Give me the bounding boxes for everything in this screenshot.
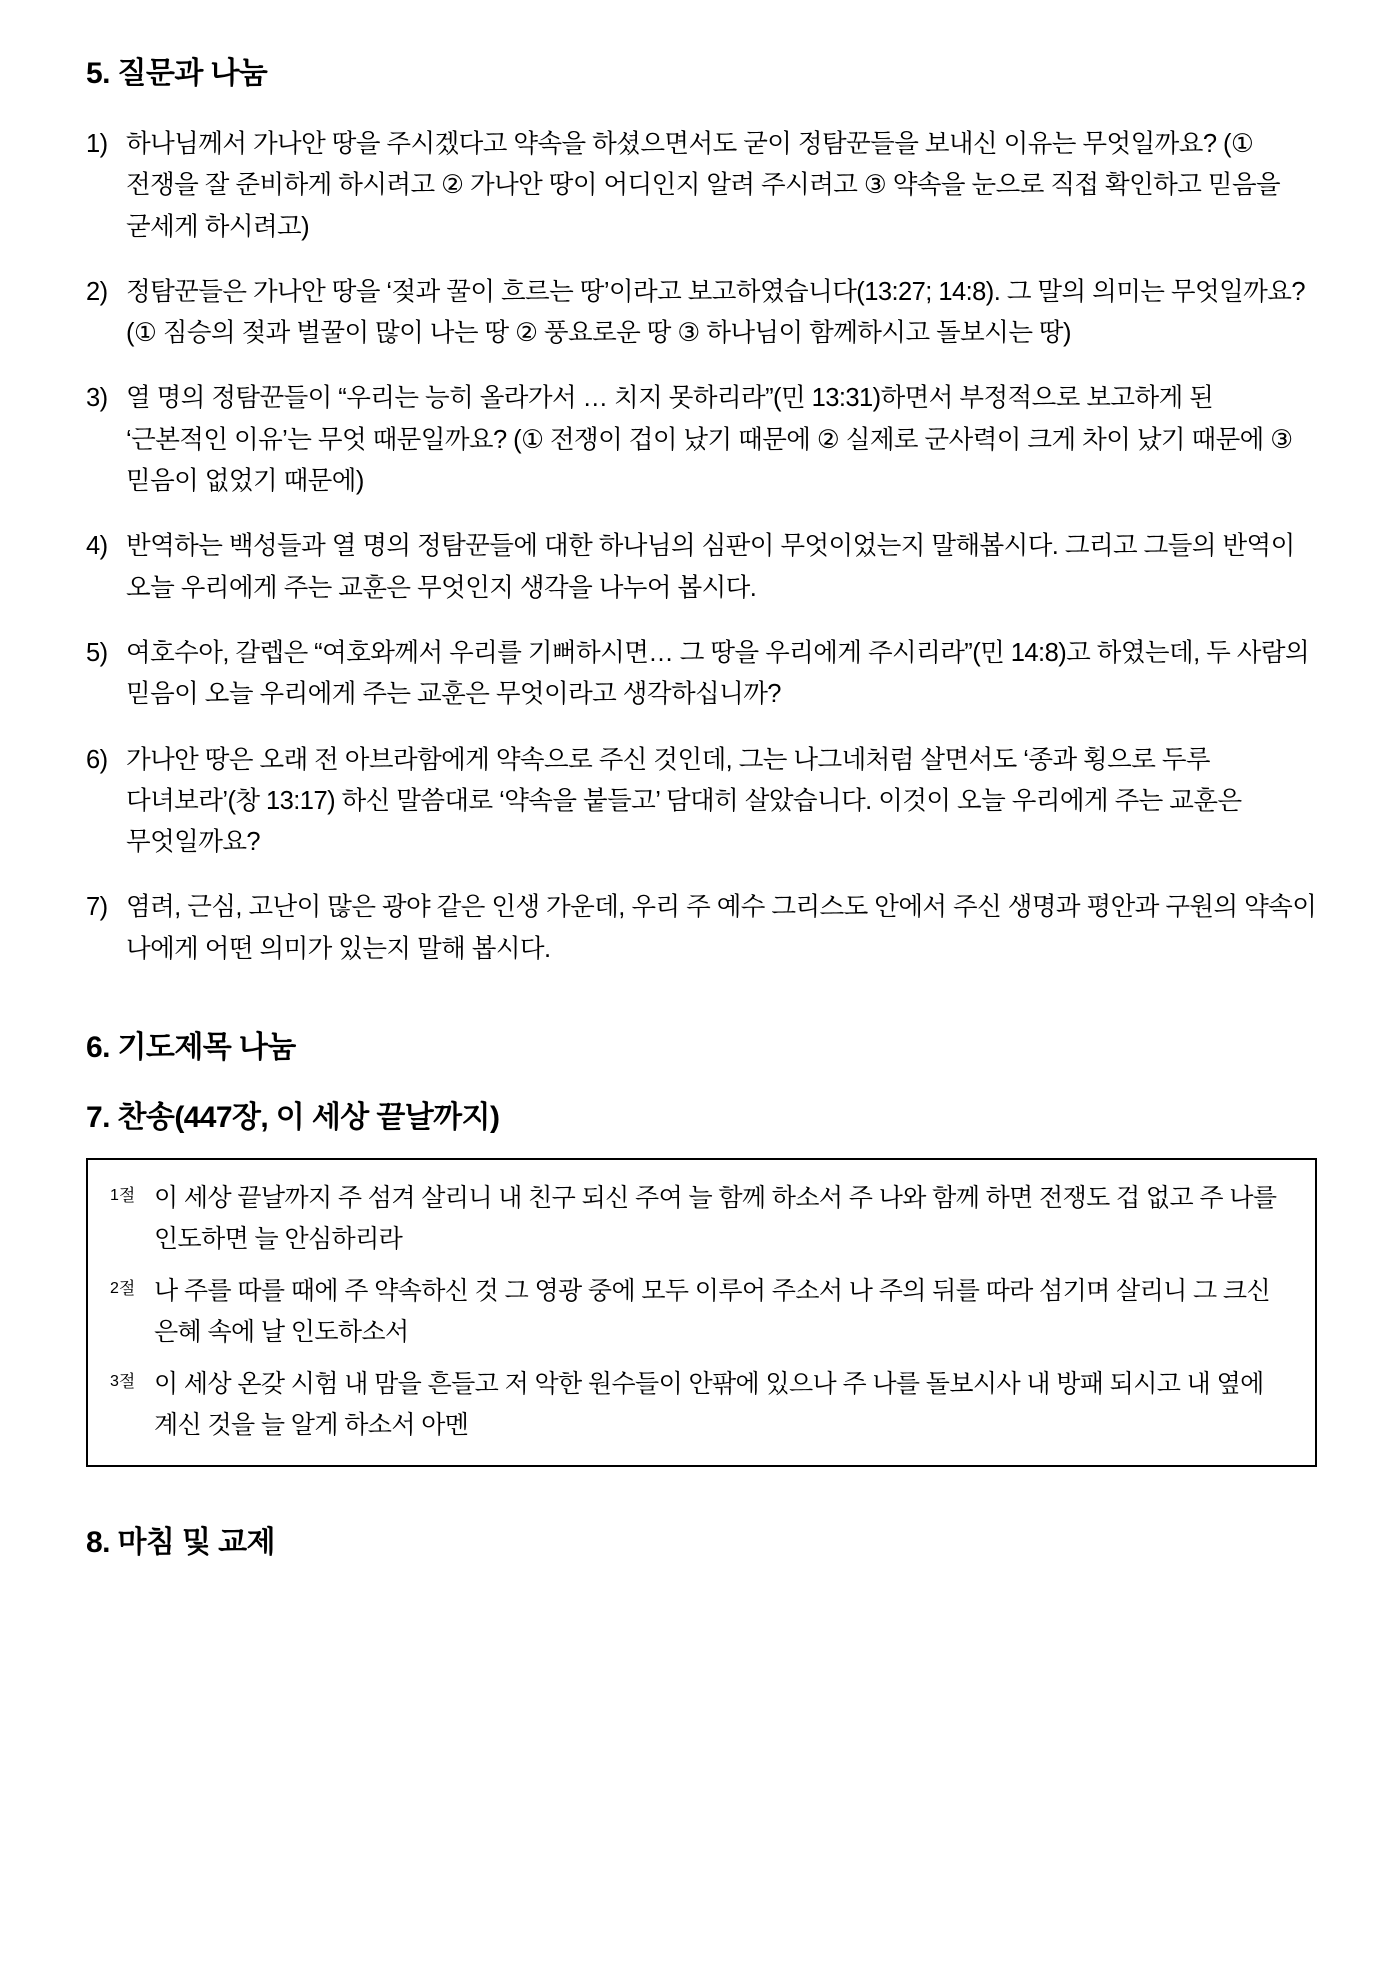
hymn-verse <box>110 1271 1291 1352</box>
question-text: 가나안 땅은 오래 전 아브라함에게 약속으로 주신 것인데, 그는 나그네처럼 살면서도 ‘종과 횡으로 두루 다녀보라’(창 13:17) 하신 말씀대로 ‘약속을 붙들고’ 담대히 살았습니다. 이것이 오늘 우리에게 주는 교훈은 무엇일까요? <box>126 745 1249 857</box>
question-number: 1) <box>86 130 108 158</box>
section-heading-5: 5. 질문과 나눔 <box>86 57 268 90</box>
question-item <box>86 887 1323 970</box>
hymn-verse <box>110 1178 1291 1259</box>
section-heading-6: 6. 기도제목 나눔 <box>86 1031 296 1065</box>
hymn-verse-text: 이 세상 끝날까지 주 섬겨 살리니 내 친구 되신 주여 늘 함께 하소서 주 나와 함께 하면 전쟁도 겁 없고 주 나를 인도하면 늘 안심하리라 <box>154 1184 1283 1253</box>
question-number: 5) <box>86 638 108 667</box>
hymn-verse-unit: 절 <box>118 1279 136 1299</box>
hymn-verse-unit: 절 <box>118 1372 136 1392</box>
hymn-verse-number: 3 <box>110 1373 119 1391</box>
hymn-verse-label <box>110 1271 154 1312</box>
question-text: 정탐꾼들은 가나안 땅을 ‘젖과 꿀이 흐르는 땅’이라고 보고하였습니다(13:27; 14:8). 그 말의 의미는 무엇일까요? (① 짐승의 젖과 벌꿀이 많이 나는 땅 ② 풍요로운 땅 ③ 하나님이 함께하시고 돌보시는 땅) <box>126 277 1312 348</box>
question-text: 하나님께서 가나안 땅을 주시겠다고 약속을 하셨으면서도 굳이 정탐꾼들을 보내신 이유는 무엇일까요? (① 전쟁을 잘 준비하게 하시려고 ② 가나안 땅이 어디인지 알려 주시려고 ③ 약속을 눈으로 직접 확인하고 믿음을 굳세게 하시려고) <box>126 130 1287 241</box>
hymn-verse <box>110 1364 1291 1445</box>
section-heading-8: 8. 마침 및 교제 <box>86 1526 275 1560</box>
question-text: 여호수아, 갈렙은 “여호와께서 우리를 기뻐하시면… 그 땅을 우리에게 주시리라”(민 14:8)고 하였는데, 두 사람의 믿음이 오늘 우리에게 주는 교훈은 무엇이라고 생각하십니까? <box>126 638 1316 709</box>
question-list <box>86 124 1323 970</box>
question-number: 7) <box>86 893 108 922</box>
hymn-verse-number: 2 <box>110 1280 119 1298</box>
hymn-verse-number: 1 <box>110 1187 119 1205</box>
question-item <box>86 740 1317 864</box>
hymn-verse-unit: 절 <box>118 1186 136 1206</box>
hymn-verse-label <box>110 1364 154 1405</box>
hymn-verse-text: 나 주를 따를 때에 주 약속하신 것 그 영광 중에 모두 이루어 주소서 나 주의 뒤를 따라 섬기며 살리니 그 크신 은혜 속에 날 인도하소서 <box>154 1277 1277 1346</box>
question-item <box>86 124 1317 248</box>
question-text: 열 명의 정탐꾼들이 “우리는 능히 올라가서 … 치지 못하리라”(민 13:31)하면서 부정적으로 보고하게 된 ‘근본적인 이유’는 무엇 때문일까요? (① 전쟁이 겁이 났기 때문에 ② 실제로 군사력이 크게 차이 났기 때문에 ③ 믿음이 없었기 때문에) <box>126 384 1300 496</box>
question-item <box>86 633 1317 716</box>
hymn-lyrics-box <box>86 1158 1317 1467</box>
question-number: 3) <box>86 384 108 413</box>
hymn-verse-label <box>110 1178 154 1219</box>
question-number: 2) <box>86 277 108 306</box>
question-item <box>86 378 1317 502</box>
question-number: 4) <box>86 532 108 561</box>
question-item <box>86 526 1317 609</box>
section-heading-7: 7. 찬송(447장, 이 세상 끝날까지) <box>86 1101 500 1135</box>
hymn-verse-text: 이 세상 온갖 시험 내 맘을 흔들고 저 악한 원수들이 안팎에 있으나 주 나를 돌보시사 내 방패 되시고 내 옆에 계신 것을 늘 알게 하소서 아멘 <box>154 1370 1271 1439</box>
question-number: 6) <box>86 745 108 774</box>
question-text: 반역하는 백성들과 열 명의 정탐꾼들에 대한 하나님의 심판이 무엇이었는지 말해봅시다. 그리고 그들의 반역이 오늘 우리에게 주는 교훈은 무엇인지 생각을 나누어 봅시다. <box>126 532 1302 602</box>
question-item <box>86 272 1317 355</box>
question-text: 염려, 근심, 고난이 많은 광야 같은 인생 가운데, 우리 주 예수 그리스도 안에서 주신 생명과 평안과 구원의 약속이 나에게 어떤 의미가 있는지 말해 봅시다. <box>126 893 1323 963</box>
